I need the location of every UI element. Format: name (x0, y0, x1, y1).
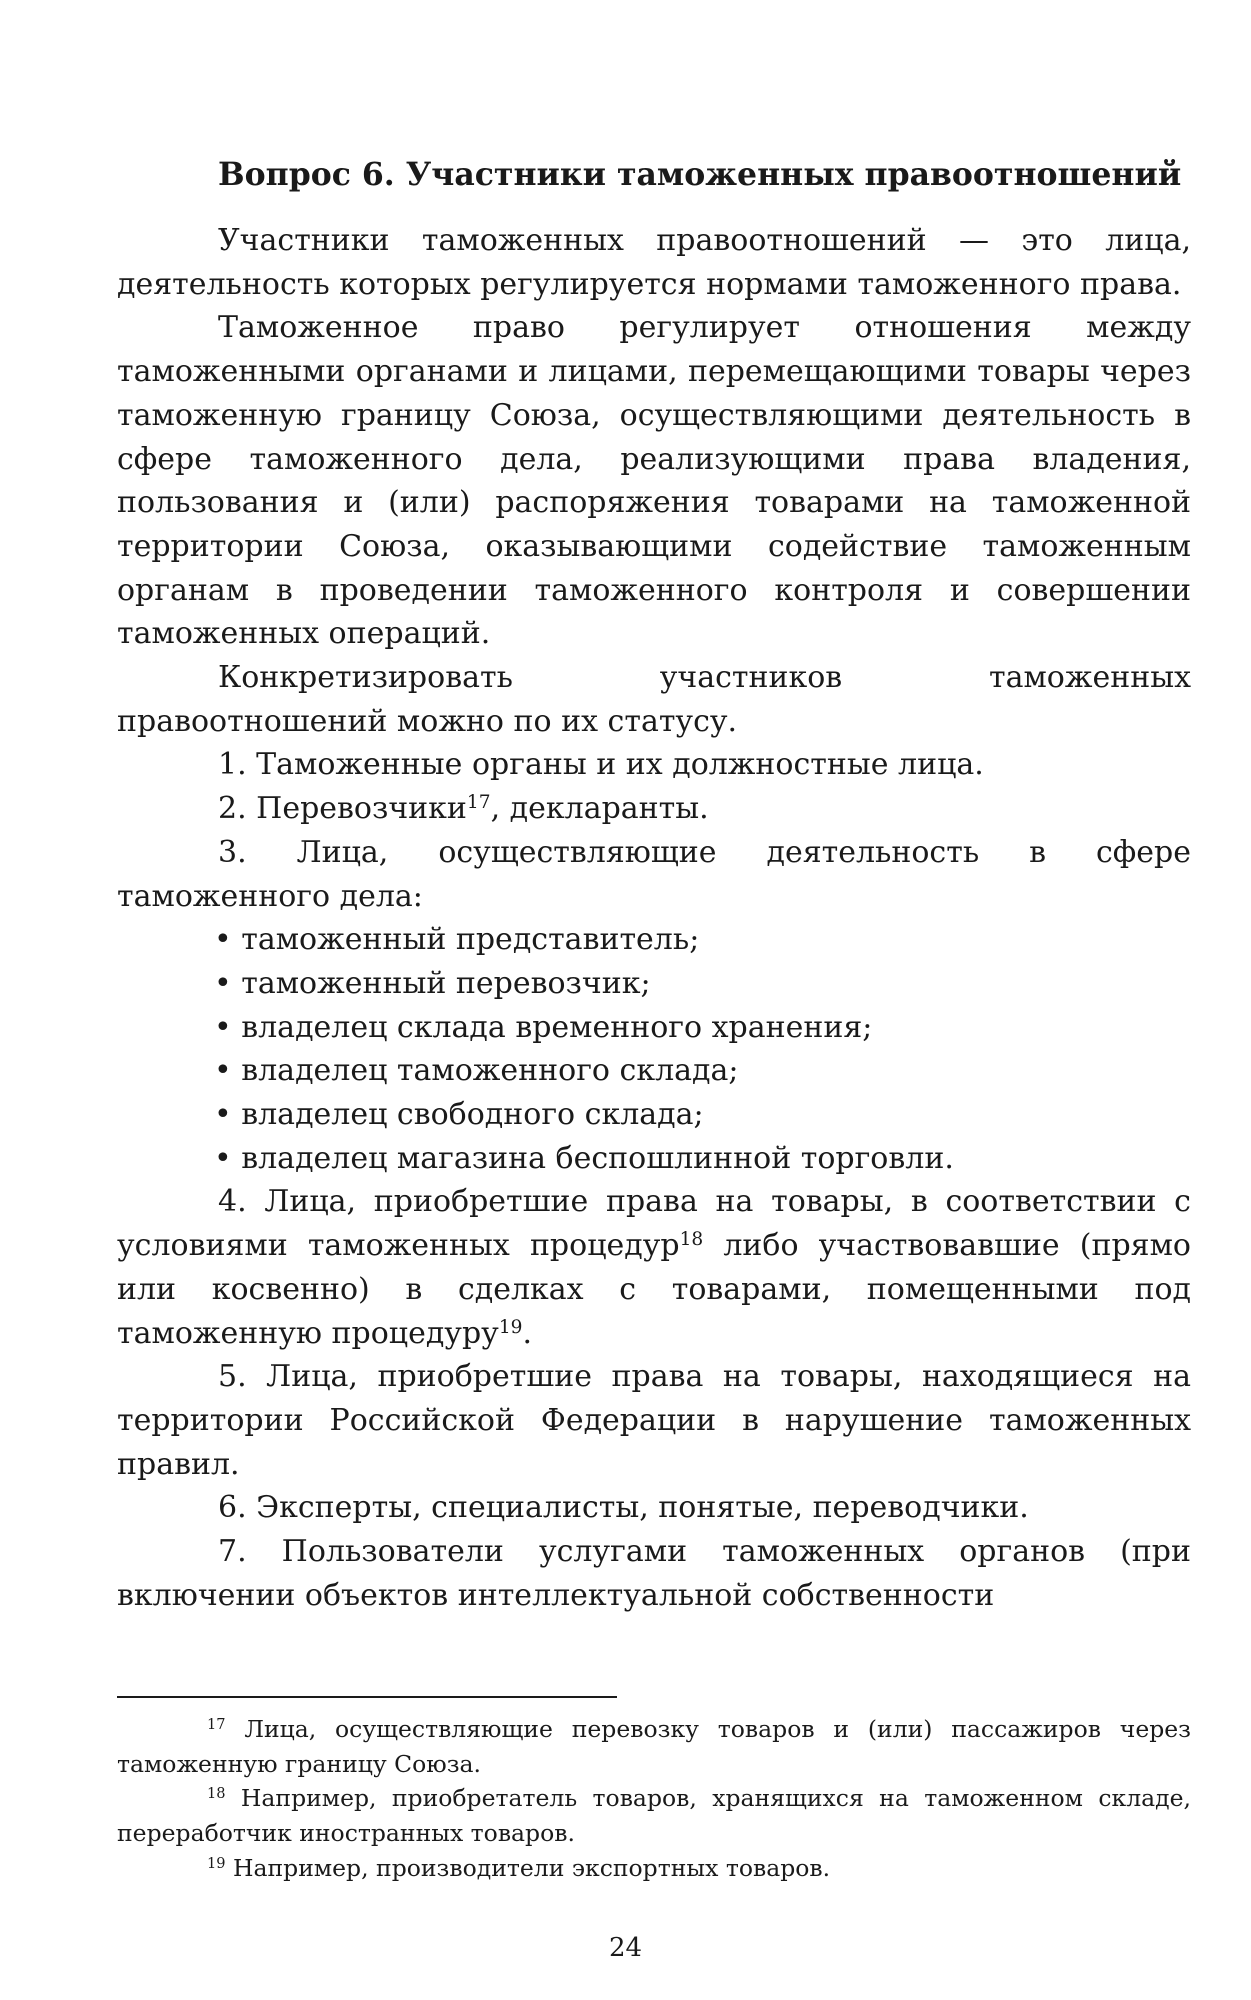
footnote-number: 18 (207, 1785, 226, 1803)
main-text (117, 153, 1191, 1618)
list-item-1: 1. Таможенные органы и их должностные лица. (218, 747, 984, 783)
footnote-text: Например, производители экспортных товаров. (225, 1853, 831, 1882)
list-item-6: 6. Эксперты, специалисты, понятые, переводчики. (218, 1490, 1029, 1526)
bullet-item: • владелец магазина беспошлинной торговли. (214, 1140, 954, 1176)
footnote (117, 1851, 1191, 1886)
paragraph-definition: Участники таможенных правоотношений — это лица, деятельность которых регулируется нормами таможенного права. (117, 223, 1191, 302)
list-item-2-text: 2. Перевозчики (218, 791, 467, 827)
bullet-item: • таможенный перевозчик; (214, 965, 651, 1001)
footnote (117, 1781, 1191, 1850)
paragraph-regulation: Таможенное право регулирует отношения между таможенными органами и лицами, перемещающими товары через таможенную границу Союза, осуществляющими деятельность в сфере таможенного дела, реализующими права владения, пользования и (или) распоряжения товарами на таможенной территории Союза, оказывающими содействие таможенным органам в проведении таможенного контроля и совершении таможенных операций. (117, 310, 1191, 652)
list-item-3: 3. Лица, осуществляющие деятельность в сфере таможенного дела: (117, 834, 1191, 914)
bullet-item: • владелец таможенного склада; (214, 1053, 739, 1089)
body-text (117, 219, 1191, 1618)
list-item-4-text-b: либо участвовавшие (прямо или косвенно) в сделках с товарами, помещенными под таможенную процедуру (117, 1228, 1191, 1351)
list-item-5: 5. Лица, приобретшие права на товары, находящиеся на территории Российской Федерации в нарушение таможенных правил. (117, 1359, 1191, 1482)
footnote-ref-19: 19 (498, 1316, 523, 1338)
footnote-ref-17: 17 (466, 791, 491, 813)
footnote-text: Лица, осуществляющие перевозку товаров и (или) пассажиров через таможенную границу Союза. (117, 1715, 1191, 1778)
footnote-ref-18: 18 (679, 1228, 704, 1250)
paragraph-concretize: Конкретизировать участников таможенных правоотношений можно по их статусу. (117, 660, 1191, 739)
list-item-4-text-c: . (522, 1315, 533, 1351)
list-item-4 (117, 1180, 1191, 1355)
footnote (117, 1712, 1191, 1781)
footnote-divider (117, 1696, 617, 1698)
bullet-item: • таможенный представитель; (214, 922, 700, 958)
footnote-number: 17 (207, 1716, 226, 1733)
list-item-2 (117, 787, 1191, 831)
list-item-4-text-a: 4. Лица, приобретшие права на товары, в соответствии с условиями таможенных процедур (117, 1184, 1191, 1264)
footnote-text: Например, приобретатель товаров, хранящихся на таможенном складе, переработчик иностранных товаров. (117, 1784, 1191, 1848)
bullet-item: • владелец свободного склада; (214, 1097, 704, 1133)
footnote-number: 19 (207, 1854, 226, 1872)
bullet-item: • владелец склада временного хранения; (214, 1009, 873, 1045)
section-heading: Вопрос 6. Участники таможенных правоотношений (218, 156, 1182, 193)
list-item-7: 7. Пользователи услугами таможенных органов (при включении объектов интеллектуальной собственности (117, 1534, 1191, 1613)
list-item-2-tail: , декларанты. (490, 791, 709, 827)
footnotes (117, 1712, 1191, 1886)
page-number: 24 (608, 1933, 643, 1963)
